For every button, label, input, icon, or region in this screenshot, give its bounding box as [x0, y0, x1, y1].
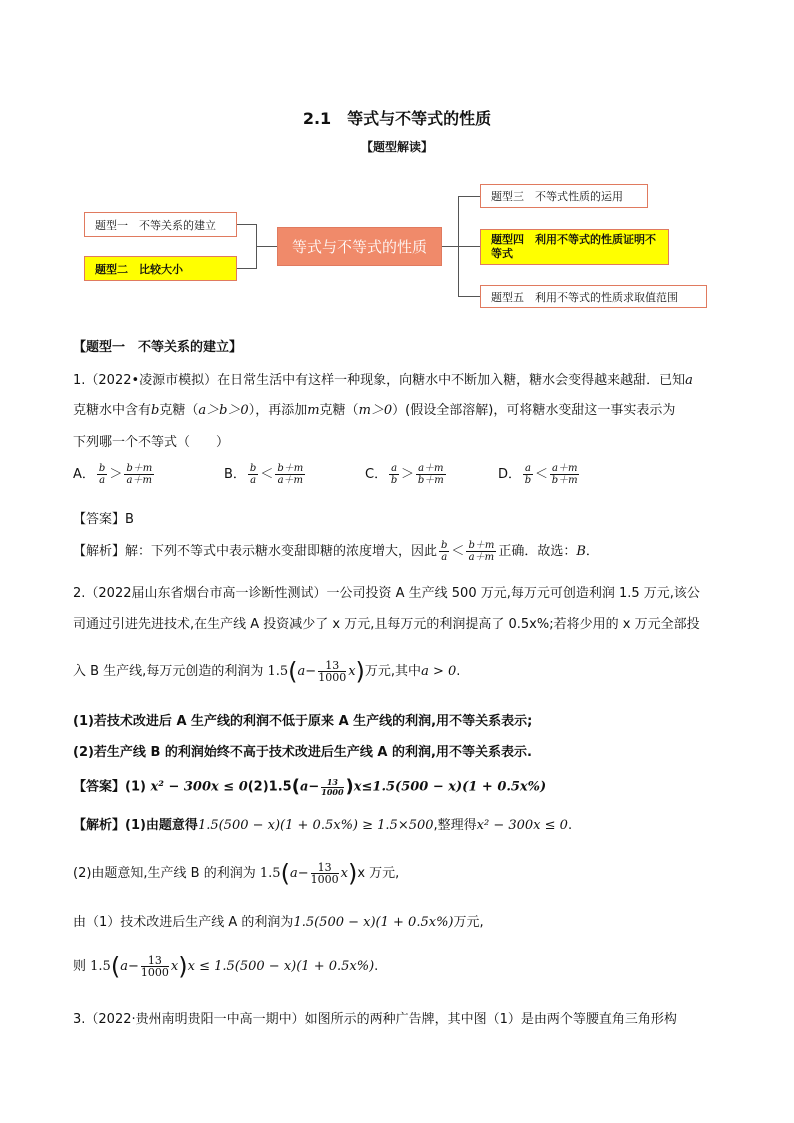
connector: [442, 246, 458, 247]
analysis-text: 【解析】(1)由题意得: [73, 818, 198, 833]
connector: [458, 246, 480, 247]
analysis-text: ,整理得: [433, 818, 477, 833]
expr-var: a: [297, 664, 306, 679]
connector: [256, 246, 277, 247]
analysis-text: ．: [585, 544, 599, 559]
analysis-text: x 万元,: [357, 866, 400, 881]
fraction: $\frac{b}{a}$: [98, 463, 106, 486]
operator: ＜: [534, 467, 548, 482]
q1-answer: 【答案】B: [73, 512, 134, 527]
page-subtitle: 【题型解读】: [360, 140, 433, 154]
q1-analysis: [73, 540, 723, 563]
fraction: $\frac{a}{b}$: [524, 463, 532, 486]
option-label: D．: [498, 467, 522, 482]
q1-line3: 下列哪一个不等式（ ）: [73, 435, 230, 450]
paren-close: ): [355, 657, 365, 686]
option-label: B．: [224, 467, 246, 482]
option-label: A．: [73, 467, 95, 482]
mindmap-center-node: 等式与不等式的性质: [277, 227, 442, 266]
operator: ＞: [401, 467, 415, 482]
q2-text: 万元,其中: [364, 664, 422, 679]
expr-var: x: [170, 959, 179, 974]
expr-var: a: [289, 866, 298, 881]
q2-sub2: (2)若生产线 B 的利润始终不高于技术改进后生产线 A 的利润,用不等关系表示.: [73, 745, 532, 760]
expr-op: −: [297, 866, 309, 881]
option-a[interactable]: [73, 463, 156, 486]
q1-text: ）(假设全部溶解)，可将糖水变甜这一事实表示为: [392, 403, 676, 418]
operator: ＜: [260, 467, 274, 482]
answer-label: 【答案】(1): [73, 779, 151, 795]
q2-line2: 司通过引进先进技术,在生产线 A 投资减少了 x 万元,且每万元的利润提高了 0.5x%;若将少用的 x 万元全部投: [73, 617, 700, 632]
fraction: $\frac{13}{1000}$: [140, 954, 169, 979]
fraction: $\frac{b}{a}$: [249, 463, 257, 486]
connector: [458, 196, 480, 197]
option-d[interactable]: [498, 463, 581, 486]
q1-text: ），再添加: [248, 403, 308, 418]
analysis-text: 万元,: [453, 915, 484, 930]
q1-condition: m＞0: [358, 403, 393, 418]
analysis-expr: x² − 300x ≤ 0: [476, 818, 568, 833]
expr-coef: 1.5: [267, 664, 289, 679]
fraction: $\frac{13}{1000}$: [318, 659, 347, 684]
q1-text: 克糖（: [159, 403, 199, 418]
expr-coef: 1.5: [90, 959, 111, 974]
expr-var: a: [299, 779, 309, 795]
q2-line1: 2.（2022届山东省烟台市高一诊断性测试）一公司投资 A 生产线 500 万元,每万元可创造利润 1.5 万元,该公: [73, 586, 700, 601]
option-c[interactable]: [365, 463, 448, 486]
q1-var-a: a: [685, 373, 693, 388]
expr-coef: 1.5: [259, 866, 281, 881]
answer-var: B: [576, 544, 586, 559]
paren-open: (: [288, 657, 298, 686]
q1-stem: 1.（2022•凌源市模拟）在日常生活中有这样一种现象，向糖水中不断加入糖，糖水会变得越来越甜．已知: [73, 373, 686, 388]
q3-line1: 3.（2022·贵州南明贵阳一中高一期中）如图所示的两种广告牌，其中图（1）是由两个等腰直角三角形构: [73, 1012, 677, 1027]
q2-analysis-4: 则 1.5(a− $\frac{13}{1000}$ x)x ≤ 1.5(500 − x)(1 + 0.5x%).: [73, 952, 379, 981]
q1-text: 克糖（: [319, 403, 359, 418]
fraction: $\frac{a}{b}$: [390, 463, 398, 486]
expr-op: −: [305, 664, 317, 679]
q1-var: b: [151, 403, 160, 418]
section-heading: 【题型一 不等关系的建立】: [73, 340, 243, 355]
q2-text: .: [456, 664, 461, 679]
analysis-text: .: [567, 818, 573, 833]
q2-sub1: (1)若技术改进后 A 生产线的利润不低于原来 A 生产线的利润,用不等关系表示;: [73, 714, 533, 729]
q1-line1: [73, 370, 733, 392]
q2-analysis-2: (2)由题意知,生产线 B 的利润为 1.5(a− $\frac{13}{1000}$ x)x 万元,: [73, 859, 400, 888]
fraction: $\frac{b+m}{a+m}$: [277, 463, 304, 486]
analysis-text: .: [374, 959, 379, 974]
option-label: C．: [365, 467, 388, 482]
q1-options: [73, 463, 723, 499]
q2-line3: [73, 657, 723, 686]
fraction: $\frac{b}{a}$: [441, 540, 448, 563]
q1-line2: [73, 400, 723, 422]
page-title: 2.1 等式与不等式的性质: [302, 109, 492, 128]
fraction: $\frac{13}{1000}$: [310, 861, 339, 886]
analysis-expr: x ≤ 1.5(500 − x)(1 + 0.5x%): [187, 959, 375, 974]
analysis-text: 则: [73, 959, 87, 974]
expr-var: a: [120, 959, 128, 974]
expr-op: −: [308, 779, 320, 795]
mindmap-node-type1: 题型一 不等关系的建立: [84, 212, 237, 237]
answer-expr: x≤1.5(500 − x)(1 + 0.5x%): [353, 779, 547, 795]
analysis-expr: 1.5(500 − x)(1 + 0.5x%): [293, 915, 454, 930]
operator: ＞: [109, 467, 123, 482]
analysis-text: (2)由题意知,生产线 B 的利润为: [73, 866, 256, 881]
fraction: $\frac{b+m}{a+m}$: [468, 540, 495, 563]
analysis-text: 由（1）技术改进后生产线 A 的利润为: [73, 915, 294, 930]
fraction: $\frac{13}{1000}$: [321, 776, 344, 797]
q2-analysis-3: [73, 912, 723, 934]
q1-condition: a＞b＞0: [198, 403, 249, 418]
answer-expr: x² − 300x ≤ 0: [150, 779, 248, 795]
analysis-expr: 1.5(500 − x)(1 + 0.5x%) ≥ 1.5×500: [197, 818, 434, 833]
connector: [237, 268, 257, 269]
q2-text: 入 B 生产线,每万元创造的利润为: [73, 664, 264, 679]
analysis-text: 【解析】解：下列不等式中表示糖水变甜即糖的浓度增大，因此: [73, 544, 438, 559]
analysis-text: 正确．故选：: [498, 544, 577, 559]
mindmap-node-type4: 题型四 利用不等式的性质证明不等式: [480, 229, 669, 265]
expr-op: −: [127, 959, 139, 974]
fraction: $\frac{a+m}{b+m}$: [551, 463, 578, 486]
connector: [237, 224, 257, 225]
connector: [458, 296, 480, 297]
expr-var: x: [348, 664, 356, 679]
q2-condition: a > 0: [421, 664, 457, 679]
q1-text: 克糖水中含有: [73, 403, 152, 418]
q2-answer: 【答案】(1) x² − 300x ≤ 0(2)1.5(a− $\frac{13}{1000}$ )x≤1.5(500 − x)(1 + 0.5x%): [73, 776, 547, 797]
fraction: $\frac{b+m}{a+m}$: [126, 463, 153, 486]
mindmap-node-type3: 题型三 不等式性质的运用: [480, 184, 648, 208]
mindmap-node-type2: 题型二 比较大小: [84, 256, 237, 281]
operator: ＜: [451, 544, 465, 559]
mindmap-node-type5: 题型五 利用不等式的性质求取值范围: [480, 285, 707, 308]
q2-analysis-1: [73, 815, 723, 837]
expr-var: x: [340, 866, 348, 881]
answer-expr: (2)1.5: [247, 779, 292, 795]
fraction: $\frac{a+m}{b+m}$: [417, 463, 444, 486]
q1-var: m: [307, 403, 320, 418]
option-b[interactable]: [224, 463, 307, 486]
